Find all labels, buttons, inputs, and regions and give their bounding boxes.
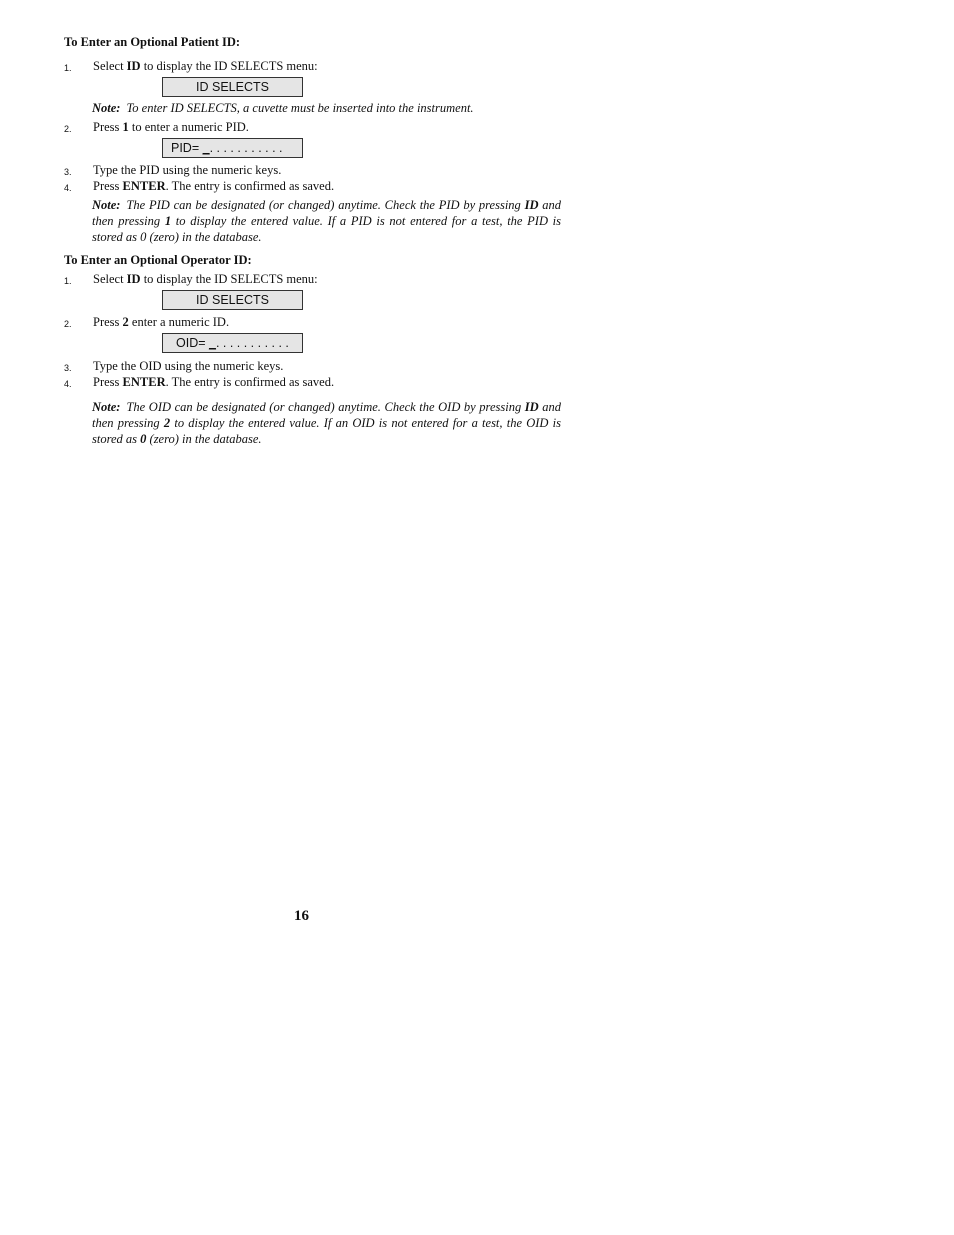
section-heading-operator-id: To Enter an Optional Operator ID: bbox=[64, 253, 252, 267]
step-select-id bbox=[93, 59, 318, 74]
lcd-prefix: PID= bbox=[171, 141, 203, 155]
lcd-prefix: OID= bbox=[176, 336, 209, 350]
key-label: 2 bbox=[163, 416, 171, 430]
lcd-display-id-selects: ID SELECTS bbox=[162, 290, 303, 310]
key-label: ID bbox=[524, 198, 539, 212]
step-text: . The entry is confirmed as saved. bbox=[165, 375, 335, 389]
note-pid bbox=[92, 197, 561, 245]
note-text: to display the entered value. If a PID is not entered for a test, the PID is stored as 0 (zero) in the database. bbox=[92, 214, 562, 244]
step-number: 1. bbox=[64, 63, 72, 73]
step-text: to display the ID SELECTS menu: bbox=[140, 272, 318, 286]
lcd-display-id-selects: ID SELECTS bbox=[162, 77, 303, 97]
step-text: Press bbox=[93, 375, 123, 389]
step-press-enter bbox=[93, 375, 334, 390]
note-text: and then pressing bbox=[92, 400, 561, 430]
lcd-dots: . . . . . . . . . . . bbox=[215, 336, 289, 350]
key-label: ID bbox=[126, 272, 141, 286]
step-number: 4. bbox=[64, 183, 72, 193]
step-type-pid: Type the PID using the numeric keys. bbox=[93, 163, 282, 177]
key-label: ENTER bbox=[122, 375, 166, 389]
step-text: to enter a numeric PID. bbox=[128, 120, 249, 134]
note-text: To enter ID SELECTS, a cuvette must be inserted into the instrument. bbox=[126, 101, 474, 115]
step-text: Press bbox=[93, 179, 123, 193]
step-number: 4. bbox=[64, 379, 72, 389]
note-label: Note: bbox=[92, 101, 121, 115]
lcd-dots: . . . . . . . . . . . bbox=[209, 141, 283, 155]
key-label: 2 bbox=[122, 315, 129, 329]
note-text: (zero) in the database. bbox=[146, 432, 262, 446]
key-label: 1 bbox=[122, 120, 129, 134]
step-text: Press bbox=[93, 315, 123, 329]
step-number: 1. bbox=[64, 276, 72, 286]
step-text: Press bbox=[93, 120, 123, 134]
note-oid bbox=[92, 399, 561, 447]
step-text: enter a numeric ID. bbox=[128, 315, 230, 329]
step-text: to display the ID SELECTS menu: bbox=[140, 59, 318, 73]
step-text: Select bbox=[93, 272, 127, 286]
step-press-2 bbox=[93, 315, 229, 330]
step-number: 3. bbox=[64, 167, 72, 177]
page-number: 16 bbox=[294, 908, 309, 924]
lcd-display-pid bbox=[162, 138, 303, 158]
section-heading-patient-id: To Enter an Optional Patient ID: bbox=[64, 35, 241, 49]
key-label: ENTER bbox=[122, 179, 166, 193]
lcd-display-oid bbox=[162, 333, 303, 353]
note-text: The PID can be designated (or changed) anytime. Check the PID by pressing bbox=[126, 198, 525, 212]
lcd-cursor: _ bbox=[202, 141, 210, 155]
step-press-1 bbox=[93, 120, 249, 135]
lcd-cursor: _ bbox=[209, 336, 216, 350]
note-label: Note: bbox=[92, 400, 121, 414]
step-text: Select bbox=[93, 59, 127, 73]
step-press-enter bbox=[93, 179, 334, 194]
step-number: 2. bbox=[64, 319, 72, 329]
key-label: ID bbox=[524, 400, 539, 414]
note-text: and then pressing bbox=[92, 198, 562, 228]
note-label: Note: bbox=[92, 198, 121, 212]
step-type-oid: Type the OID using the numeric keys. bbox=[93, 359, 284, 373]
key-label: ID bbox=[126, 59, 141, 73]
note-text: The OID can be designated (or changed) anytime. Check the OID by pressing bbox=[126, 400, 525, 414]
key-label: 0 bbox=[140, 432, 147, 446]
step-select-id bbox=[93, 272, 318, 287]
note-cuvette bbox=[92, 100, 561, 116]
step-number: 3. bbox=[64, 363, 72, 373]
key-label: 1 bbox=[164, 214, 172, 228]
step-number: 2. bbox=[64, 124, 72, 134]
note-text: to display the entered value. If an OID is not entered for a test, the OID is stored as bbox=[92, 416, 562, 446]
step-text: . The entry is confirmed as saved. bbox=[165, 179, 335, 193]
